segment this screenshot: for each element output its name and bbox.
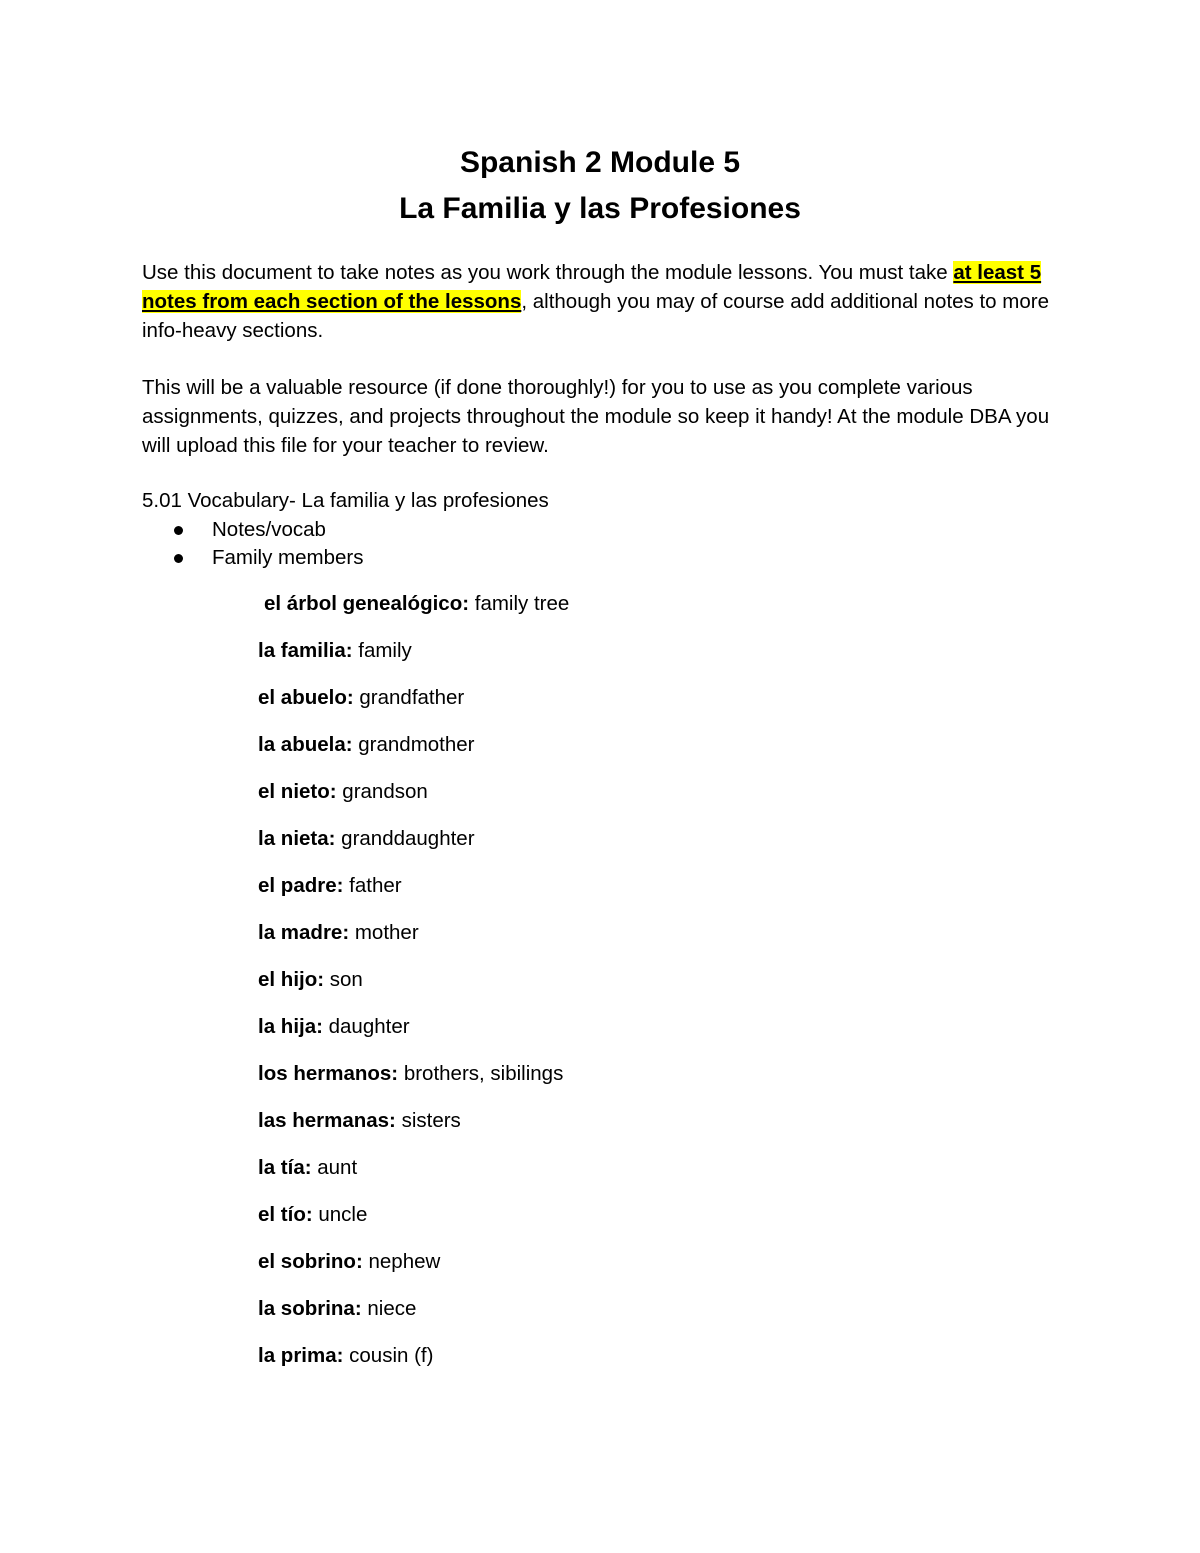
vocab-item	[258, 731, 569, 778]
bullet-text: Family members	[212, 546, 364, 569]
vocab-term: la nieta:	[258, 827, 336, 850]
vocab-meaning: cousin (f)	[343, 1344, 434, 1367]
vocab-item	[258, 1201, 569, 1248]
vocab-term: el padre:	[258, 874, 344, 897]
vocab-term: las hermanas:	[258, 1109, 396, 1132]
vocab-meaning: family tree	[469, 592, 570, 615]
vocab-term: los hermanos:	[258, 1062, 399, 1085]
vocab-term: el hijo:	[258, 968, 325, 991]
vocab-item	[258, 1154, 569, 1201]
vocab-term: la familia:	[258, 639, 353, 662]
vocab-item	[258, 684, 569, 731]
vocab-term: la hija:	[258, 1015, 323, 1038]
vocab-meaning: sisters	[395, 1109, 461, 1132]
vocab-term: la abuela:	[258, 733, 353, 756]
vocab-item	[258, 1060, 569, 1107]
section-heading: 5.01 Vocabulary- La familia y las profesiones	[142, 489, 549, 512]
highlighted-instruction: at least 5 notes from each section of the lessons	[142, 261, 1042, 313]
vocab-item	[258, 1107, 569, 1154]
vocab-term: el tío:	[258, 1203, 313, 1226]
vocab-meaning: grandfather	[353, 686, 465, 709]
bullet-list	[142, 516, 364, 572]
vocab-item	[258, 1295, 569, 1342]
vocab-item	[258, 637, 569, 684]
vocab-meaning: uncle	[312, 1203, 368, 1226]
vocab-item	[258, 778, 569, 825]
bullet-item	[142, 516, 364, 544]
bullet-icon	[174, 554, 183, 563]
vocab-meaning: grandmother	[352, 733, 475, 756]
vocab-meaning: daughter	[322, 1015, 410, 1038]
vocab-item	[258, 1248, 569, 1295]
document-subtitle: La Familia y las Profesiones	[399, 192, 801, 225]
vocab-term: la prima:	[258, 1344, 344, 1367]
vocab-meaning: mother	[349, 921, 419, 944]
vocab-list	[258, 590, 569, 1389]
vocab-term: el abuelo:	[258, 686, 354, 709]
vocab-item	[258, 966, 569, 1013]
vocab-meaning: niece	[361, 1297, 417, 1320]
vocab-item	[258, 1013, 569, 1060]
vocab-meaning: father	[343, 874, 402, 897]
vocab-item	[258, 1342, 569, 1389]
vocab-meaning: family	[352, 639, 412, 662]
vocab-term: la madre:	[258, 921, 350, 944]
intro-text-start: Use this document to take notes as you work through the module lessons. You must take	[142, 261, 954, 284]
bullet-icon	[174, 526, 183, 535]
vocab-meaning: grandson	[336, 780, 428, 803]
vocab-term: la tía:	[258, 1156, 312, 1179]
intro-text-end: , although you may of course add additional notes to more info-heavy sections.	[142, 290, 1049, 342]
bullet-text: Notes/vocab	[212, 518, 326, 541]
vocab-item	[258, 590, 569, 637]
vocab-meaning: granddaughter	[335, 827, 475, 850]
vocab-item	[258, 825, 569, 872]
vocab-meaning: nephew	[362, 1250, 441, 1273]
intro-paragraph	[142, 258, 1072, 345]
vocab-item	[258, 872, 569, 919]
bullet-item	[142, 544, 364, 572]
vocab-term: la sobrina:	[258, 1297, 362, 1320]
resource-paragraph: This will be a valuable resource (if done thoroughly!) for you to use as you complete various assignments, quizzes, and projects throughout the module so keep it handy! At the module DBA you will upload this file for your teacher to review.	[142, 376, 1050, 457]
vocab-item	[258, 919, 569, 966]
vocab-meaning: aunt	[311, 1156, 358, 1179]
vocab-term: el nieto:	[258, 780, 337, 803]
vocab-term: el árbol genealógico:	[264, 592, 470, 615]
vocab-term: el sobrino:	[258, 1250, 363, 1273]
document-title: Spanish 2 Module 5	[459, 146, 741, 179]
vocab-meaning: son	[324, 968, 363, 991]
vocab-meaning: brothers, sibilings	[398, 1062, 564, 1085]
